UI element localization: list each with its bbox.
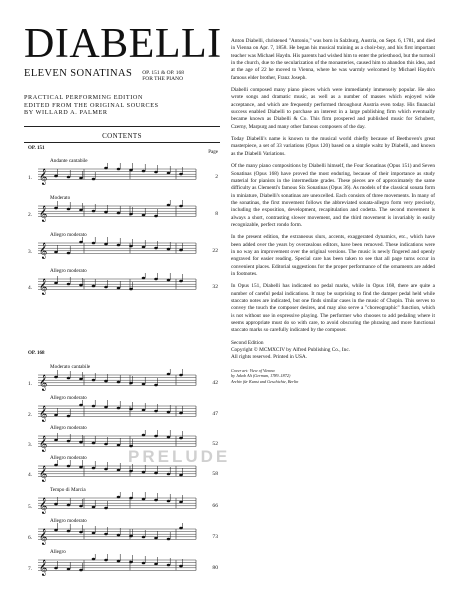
contents-heading: CONTENTS (102, 132, 142, 140)
note-head (167, 473, 171, 476)
music-incipit (38, 200, 198, 224)
tempo-marking: Allegro moderato (50, 395, 87, 401)
page-number: 58 (212, 471, 218, 477)
page-number: 8 (215, 211, 218, 217)
note-head (167, 204, 171, 207)
tempo-marking: Allegro moderato (50, 268, 87, 274)
sonatina-number: 1. (28, 381, 33, 387)
page-number: 42 (212, 380, 218, 386)
note-head (54, 439, 58, 442)
note-head (92, 558, 96, 561)
music-incipit (38, 554, 198, 578)
note-head (67, 377, 71, 380)
note-head (67, 440, 71, 443)
note-head (142, 214, 146, 217)
book-subtitle: ELEVEN SONATINAS (24, 68, 133, 79)
sonatina-number: 2. (28, 412, 33, 418)
music-incipit (38, 163, 198, 187)
note-head (179, 205, 183, 208)
cover-line: by Jakob Alt (German, 1789–1872) (231, 373, 291, 379)
note-head (179, 501, 183, 504)
tempo-marking: Allegro moderato (50, 232, 87, 238)
note-head (167, 538, 171, 541)
note-head (67, 208, 71, 211)
note-head (179, 437, 183, 440)
note-head (117, 444, 121, 447)
note-head (67, 176, 71, 179)
edition-line: EDITED FROM THE ORIGINAL SOURCES (24, 101, 159, 109)
rights-line: All rights reserved. Printed in USA. (231, 353, 308, 360)
note-head (154, 472, 158, 475)
note-head (92, 405, 96, 408)
note-head (92, 532, 96, 535)
note-head (167, 279, 171, 282)
note-head (179, 412, 183, 415)
note-head (104, 243, 108, 246)
sonatina-number: 3. (28, 442, 33, 448)
note-head (154, 435, 158, 438)
note-head (117, 407, 121, 410)
note-head (67, 283, 71, 286)
treble-clef-icon: 𝄞 (39, 436, 48, 452)
note-head (54, 207, 58, 210)
note-head (104, 380, 108, 383)
sonatinas-paragraph: Of the many piano compositions by Diabelli himself, the Four Sonatinas (Opus 151) and Seven Sonatinas (Opus 168) have proved the most enduring, because of their importance as study material for pianists in the intermediate grades. These pieces are of approximately the same difficulty as Clementi's famous Six Sonatinas (Opus 36). As models of the classical sonata form in miniature, Diabelli's sonatinas are unexcelled. Each consists of three movements. In many of the sonatinas, the first movement follows the abbreviated sonata-allegro form very precisely, including the exposition, development, recapitulation and codetta. The second movement is always a short, contrasting slower movement, and the third movement is invariably in easily recognizable, perfect rondo form. (231, 163, 435, 228)
note-head (154, 563, 158, 566)
note-head (154, 215, 158, 218)
contents-entry (24, 158, 220, 192)
note-head (142, 471, 146, 474)
treble-clef-icon: 𝄞 (39, 406, 48, 422)
note-head (167, 436, 171, 439)
note-head (154, 247, 158, 250)
tempo-marking: Andante cantabile (50, 158, 88, 164)
note-head (117, 168, 121, 171)
edition-line: PRACTICAL PERFORMING EDITION (24, 94, 144, 101)
note-head (54, 464, 58, 467)
pedal-paragraph: In Opus 151, Diabelli has indicated no pedal marks, while in Opus 168, there are quite a number of careful pedal indications. It may be surprising to find the damper pedal held while staccato notes are indicated, but one finds similar cases in the music of Chopin. This serves to convey the touch the composer desires, and may also serve a "choreographic" function, which is not without use in expressive playing. The performer who chooses to add pedaling where it seems appropriate must do so with care, to avoid obscuring the phrasing and more functional staccato marks so carefully indicated by the composer. (231, 283, 435, 334)
book-title: DIABELLI (24, 21, 222, 67)
note-head (154, 278, 158, 281)
page-column-label: Page (208, 150, 218, 155)
sonatina-number: 1. (28, 175, 33, 181)
note-head (129, 408, 133, 411)
note-head (179, 565, 183, 568)
page-number: 22 (212, 248, 218, 254)
note-head (79, 177, 83, 180)
note-head (129, 561, 133, 564)
note-head (79, 466, 83, 469)
opus-line: OP. 151 & OP. 168 (142, 70, 185, 76)
contents-entry (24, 195, 220, 229)
tempo-marking: Allegro moderato (50, 425, 87, 431)
note-head (117, 287, 121, 290)
note-head (179, 173, 183, 176)
note-head (67, 530, 71, 533)
note-head (142, 246, 146, 249)
cover-line: Archiv für Kunst und Geschichte, Berlin (231, 378, 299, 384)
edition-label: Second Edition (231, 339, 264, 346)
note-head (129, 497, 133, 500)
note-head (104, 443, 108, 446)
note-head (154, 171, 158, 174)
note-head (142, 536, 146, 539)
note-head (79, 505, 83, 508)
note-head (129, 213, 133, 216)
note-head (92, 467, 96, 470)
note-head (142, 409, 146, 412)
note-head (92, 506, 96, 509)
cover-credit (231, 368, 435, 384)
music-incipit (38, 523, 198, 547)
note-head (104, 286, 108, 289)
note-head (54, 414, 58, 417)
contents-entry (24, 487, 220, 521)
note-head (129, 288, 133, 291)
note-head (67, 415, 71, 418)
note-head (117, 244, 121, 247)
note-head (167, 248, 171, 251)
tempo-marking: Allegro moderato (50, 455, 87, 461)
note-head (104, 559, 108, 562)
note-head (92, 210, 96, 213)
page-number: 32 (212, 284, 218, 290)
note-head (79, 284, 83, 287)
sonatina-number: 7. (28, 566, 33, 572)
note-head (167, 172, 171, 175)
contents-entry (24, 518, 220, 552)
contents-entry (24, 232, 220, 266)
note-head (142, 434, 146, 437)
note-head (92, 178, 96, 181)
edition-line: BY WILLARD A. PALMER (24, 109, 108, 116)
cover-line: Cover art: View of Vienna (231, 367, 275, 373)
note-head (92, 285, 96, 288)
tempo-marking: Tempo di Marcia (50, 487, 86, 493)
tempo-marking: Allegro (50, 549, 66, 555)
note-head (179, 474, 183, 477)
music-incipit (38, 400, 198, 424)
note-head (54, 529, 58, 532)
contents-entry (24, 268, 220, 302)
edition-paragraph: In the present edition, the extraneous slurs, accents, exaggerated dynamics, etc., which have been added over the years by overzealous editors, have been removed. These indications were in no way an improvement over the original versions. The music is newly fingered and openly engraved for easier reading. Special care has been taken to see that all page turns occur in convenient places. Editorial suggestions for the proper performance of the ornaments are added in footnotes. (231, 234, 435, 277)
note-head (142, 170, 146, 173)
note-head (67, 568, 71, 571)
note-head (167, 411, 171, 414)
note-head (179, 280, 183, 283)
tempo-marking: Moderato cantabile (50, 364, 91, 370)
note-head (92, 442, 96, 445)
page-number: 52 (212, 441, 218, 447)
note-head (54, 282, 58, 285)
copyright-line: Copyright © MCMXCIV by Alfred Publishing Co., Inc. (231, 346, 350, 353)
page-number: 2 (215, 174, 218, 180)
sonatina-number: 5. (28, 504, 33, 510)
note-head (54, 503, 58, 506)
note-head (54, 251, 58, 254)
note-head (104, 533, 108, 536)
page-number: 66 (212, 503, 218, 509)
note-head (179, 374, 183, 377)
sonatina-number: 6. (28, 535, 33, 541)
note-head (142, 562, 146, 565)
note-head (117, 496, 121, 499)
note-head (167, 373, 171, 376)
treble-clef-icon: 𝄞 (39, 560, 48, 576)
note-head (117, 381, 121, 384)
instrument-line: FOR THE PIANO (142, 76, 184, 82)
contents-section (24, 0, 220, 600)
note-head (67, 504, 71, 507)
tempo-marking: Allegro moderato (50, 518, 87, 524)
note-head (54, 567, 58, 570)
music-incipit (38, 369, 198, 393)
note-head (167, 500, 171, 503)
note-head (92, 242, 96, 245)
opus-heading: OP. 168 (28, 351, 45, 356)
note-head (154, 499, 158, 502)
note-head (142, 277, 146, 280)
note-head (129, 245, 133, 248)
contents-entry (24, 549, 220, 583)
note-head (129, 169, 133, 172)
sonatina-number: 3. (28, 249, 33, 255)
note-head (79, 569, 83, 572)
contents-entry (24, 364, 220, 398)
note-head (104, 468, 108, 471)
bio-paragraph: Anton Diabelli, christened "Antonio," was born in Salzburg, Austria, on Sept. 6, 1781, and died in Vienna on Apr. 7, 1858. He began his musical training as a choir-boy, and his first important teacher was Michael Haydn. His parents had wished him to enter the priesthood, but the turmoil in the church, due to the secularization of the monasteries, caused him to abandon this idea, and at the age of 22 he moved to Vienna, where he was warmly welcomed by Michael Haydn's famous elder brother, Franz Joseph. (231, 38, 435, 81)
note-head (167, 564, 171, 567)
page-number: 73 (212, 534, 218, 540)
treble-clef-icon: 𝄞 (39, 529, 48, 545)
sonatina-number: 4. (28, 285, 33, 291)
treble-clef-icon: 𝄞 (39, 206, 48, 222)
note-head (117, 534, 121, 537)
note-head (54, 376, 58, 379)
sonatina-number: 2. (28, 212, 33, 218)
note-head (179, 249, 183, 252)
page-number: 47 (212, 411, 218, 417)
note-head (104, 406, 108, 409)
music-incipit (38, 273, 198, 297)
music-incipit (38, 492, 198, 516)
sonatina-number: 4. (28, 472, 33, 478)
treble-clef-icon: 𝄞 (39, 169, 48, 185)
note-head (117, 560, 121, 563)
note-head (179, 527, 183, 530)
note-head (79, 241, 83, 244)
treble-clef-icon: 𝄞 (39, 466, 48, 482)
tempo-marking: Moderato (50, 195, 71, 201)
note-head (79, 378, 83, 381)
contents-rule (24, 142, 220, 143)
note-head (79, 404, 83, 407)
music-incipit (38, 237, 198, 261)
note-head (79, 531, 83, 534)
treble-clef-icon: 𝄞 (39, 375, 48, 391)
treble-clef-icon: 𝄞 (39, 498, 48, 514)
note-head (154, 384, 158, 387)
note-head (129, 535, 133, 538)
preview-watermark: PRELUDE (128, 447, 231, 466)
contents-rule (24, 126, 220, 127)
variations-paragraph: Today Diabelli's name is known to the musical world chiefly because of Beethoven's great masterpiece, a set of 33 variations (Opus 120) based on a simple waltz by Diabelli, and known as the Diabelli Variations. (231, 136, 435, 157)
composition-paragraph: Diabelli composed many piano pieces which were immediately immensely popular. He also wrote songs and dramatic music, as well as a number of masses which enjoyed wide acceptance, and which are frequently performed throughout Austria even today. His financial success enabled Diabelli to purchase an interest in a large publishing firm which eventually became known as Diabelli & Co. This firm prospered and published music for Schubert, Czerny, Marpurg and many other famous composers of the day. (231, 87, 435, 130)
contents-entry (24, 395, 220, 429)
note-head (104, 211, 108, 214)
page-number: 80 (212, 565, 218, 571)
note-head (154, 537, 158, 540)
note-head (129, 470, 133, 473)
note-head (92, 379, 96, 382)
note-head (79, 441, 83, 444)
note-head (67, 252, 71, 255)
note-head (142, 383, 146, 386)
note-head (117, 469, 121, 472)
right-column (231, 38, 435, 384)
note-head (67, 465, 71, 468)
note-head (154, 410, 158, 413)
note-head (54, 175, 58, 178)
opus-heading: OP. 151 (28, 146, 45, 151)
treble-clef-icon: 𝄞 (39, 279, 48, 295)
note-head (79, 209, 83, 212)
note-head (104, 507, 108, 510)
note-head (142, 498, 146, 501)
note-head (129, 382, 133, 385)
treble-clef-icon: 𝄞 (39, 243, 48, 259)
note-head (117, 212, 121, 215)
note-head (104, 167, 108, 170)
publication-info (231, 340, 435, 361)
